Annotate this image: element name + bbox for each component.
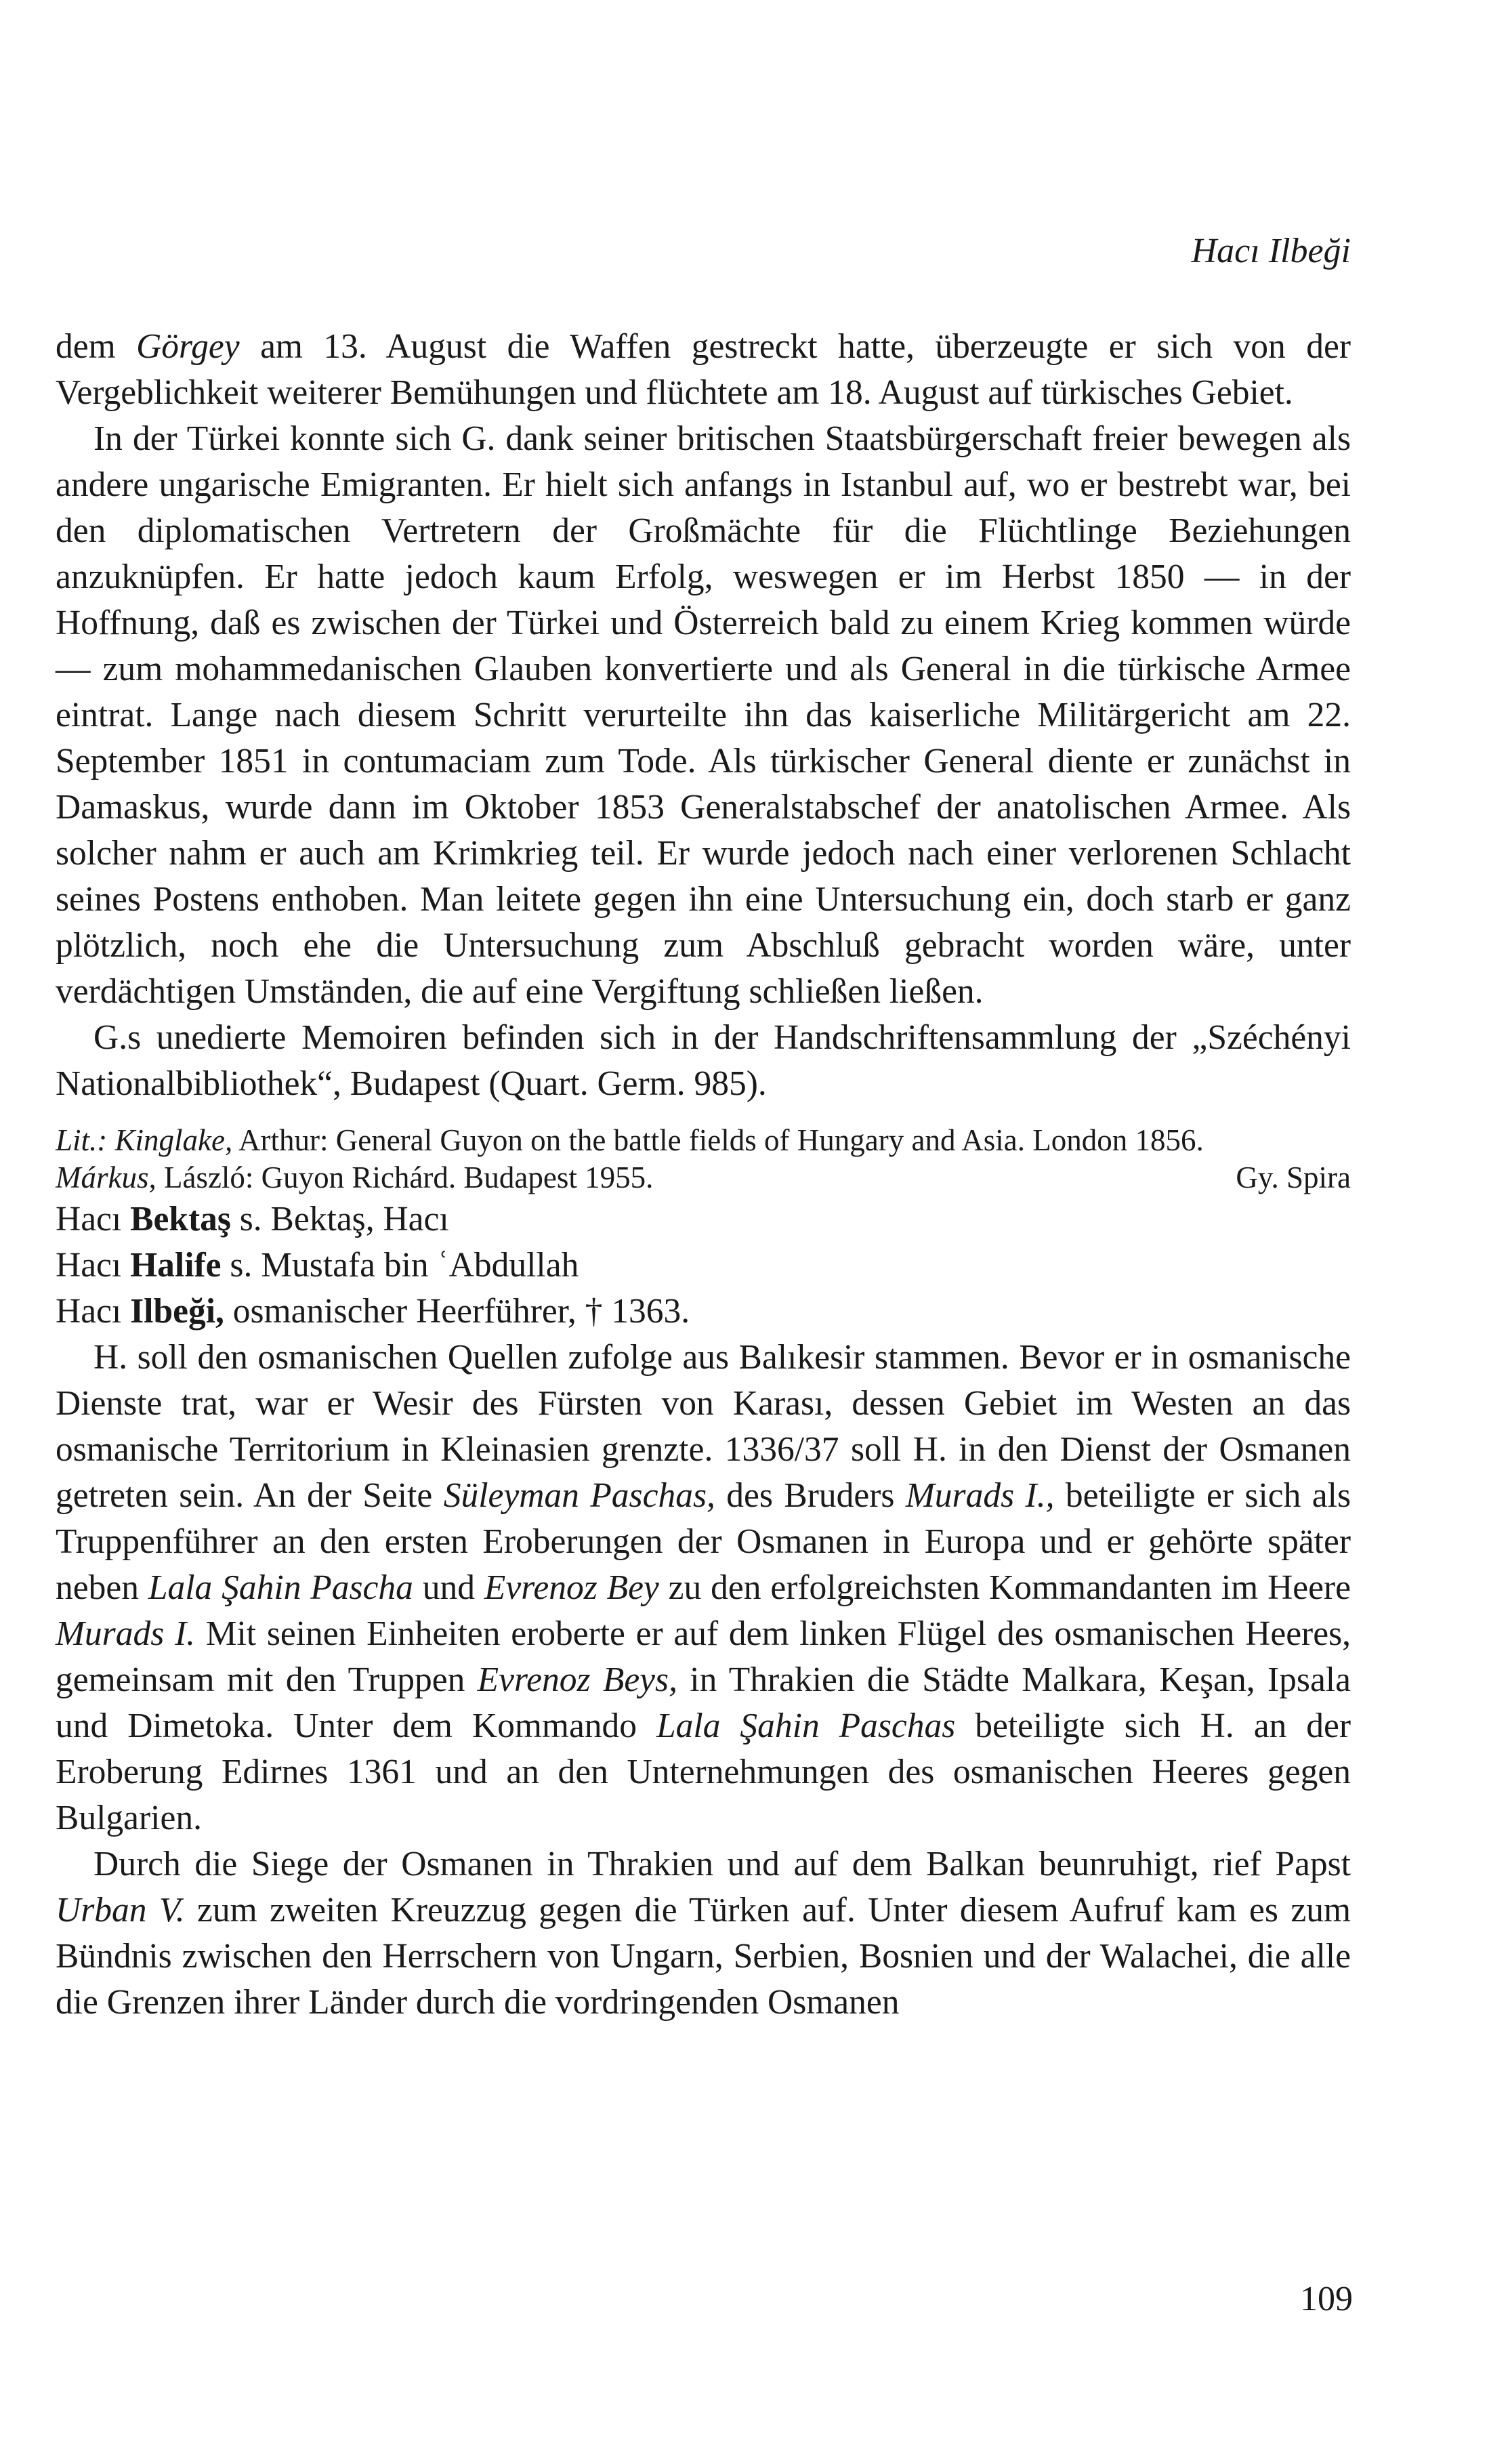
running-head: Hacı Ilbeği (1191, 232, 1351, 270)
literature-ref-2: Márkus, László: Guyon Richárd. Budapest 1955. Gy. Spira (56, 1159, 1351, 1196)
headword: Halife (130, 1246, 222, 1285)
guyon-paragraph-1: dem Görgey am 13. August die Waffen gestreckt hatte, überzeugte er sich von der Vergeblichkeit weiterer Bemühungen und flüchtete am 18. August auf türkisches Gebiet. (56, 327, 1351, 412)
guyon-paragraph-3: G.s unedierte Memoiren befinden sich in der Handschriftensammlung der „Széchényi Nationalbibliothek“, Budapest (Quart. Germ. 985). (56, 1018, 1351, 1103)
headword: Ilbeği, (130, 1292, 224, 1331)
person-name: Görgey (136, 327, 240, 366)
ilbegi-paragraph-1: H. soll den osmanischen Quellen zufolge aus Balıkesir stammen. Bevor er in osmanische Dienste trat, war er Wesir des Fürsten von Karası, dessen Gebiet im Westen an das osmanische Territorium in Kleinasien grenzte. 1336/37 soll H. in den Dienst der Osmanen getreten sein. An der Seite Süleyman Paschas, des Bruders Murads I., beteiligte er sich als Truppenführer an den ersten Eroberungen der Osmanen in Europa und er gehörte später neben Lala Şahin Pascha und Evrenoz Bey zu den erfolgreichsten Kommandanten im Heere Murads I. Mit seinen Einheiten eroberte er auf dem linken Flügel des osmanischen Heeres, gemeinsam mit den Truppen Evrenoz Beys, in Thrakien die Städte Malkara, Keşan, Ipsala und Dimetoka. Unter dem Kommando Lala Şahin Paschas beteiligte sich H. an der Eroberung Edirnes 1361 und an den Unternehmungen des osmanischen Heeres gegen Bulgarien. (56, 1338, 1351, 1837)
headword: Bektaş (130, 1200, 231, 1238)
cross-reference-bektas: Hacı Bektaş s. Bektaş, Hacı (56, 1200, 449, 1238)
page-number: 109 (1300, 2280, 1353, 2318)
page-body (56, 324, 1351, 2026)
literature-ref-1: Lit.: Kinglake, Arthur: General Guyon on the battle fields of Hungary and Asia. London 1856. (56, 1123, 1204, 1157)
literature-section (56, 1122, 1351, 1196)
author-signature: Gy. Spira (1236, 1161, 1351, 1194)
guyon-paragraph-2: In der Türkei konnte sich G. dank seiner britischen Staatsbürgerschaft freier bewegen als andere ungarische Emigranten. Er hielt sich anfangs in Istanbul auf, wo er bestrebt war, bei den diplomatischen Vertretern der Großmächte für die Flüchtlinge Beziehungen anzuknüpfen. Er hatte jedoch kaum Erfolg, weswegen er im Herbst 1850 — in der Hoffnung, daß es zwischen der Türkei und Österreich bald zu einem Krieg kommen würde — zum mohammedanischen Glauben konvertierte und als General in die türkische Armee eintrat. Lange nach diesem Schritt verurteilte ihn das kaiserliche Militärgericht am 22. September 1851 in contumaciam zum Tode. Als türkischer General diente er zunächst in Damaskus, wurde dann im Oktober 1853 Generalstabschef der anatolischen Armee. Als solcher nahm er auch am Krimkrieg teil. Er wurde jedoch nach einer verlorenen Schlacht seines Postens enthoben. Man leitete gegen ihn eine Untersuchung ein, doch starb er ganz plötzlich, noch ehe die Untersuchung zum Abschluß gebracht worden wäre, unter verdächtigen Umständen, die auf eine Vergiftung schließen ließen. (56, 419, 1351, 1011)
ilbegi-paragraph-2: Durch die Siege der Osmanen in Thrakien und auf dem Balkan beunruhigt, rief Papst Urban V. zum zweiten Kreuzzug gegen die Türken auf. Unter diesem Aufruf kam es zum Bündnis zwischen den Herrschern von Ungarn, Serbien, Bosnien und der Walachei, die alle die Grenzen ihrer Länder durch die vordringenden Osmanen (56, 1845, 1351, 2022)
entry-heading-ilbegi: Hacı Ilbeği, osmanischer Heerführer, † 1363. (56, 1292, 690, 1331)
cross-reference-halife: Hacı Halife s. Mustafa bin ʿAbdullah (56, 1246, 579, 1285)
